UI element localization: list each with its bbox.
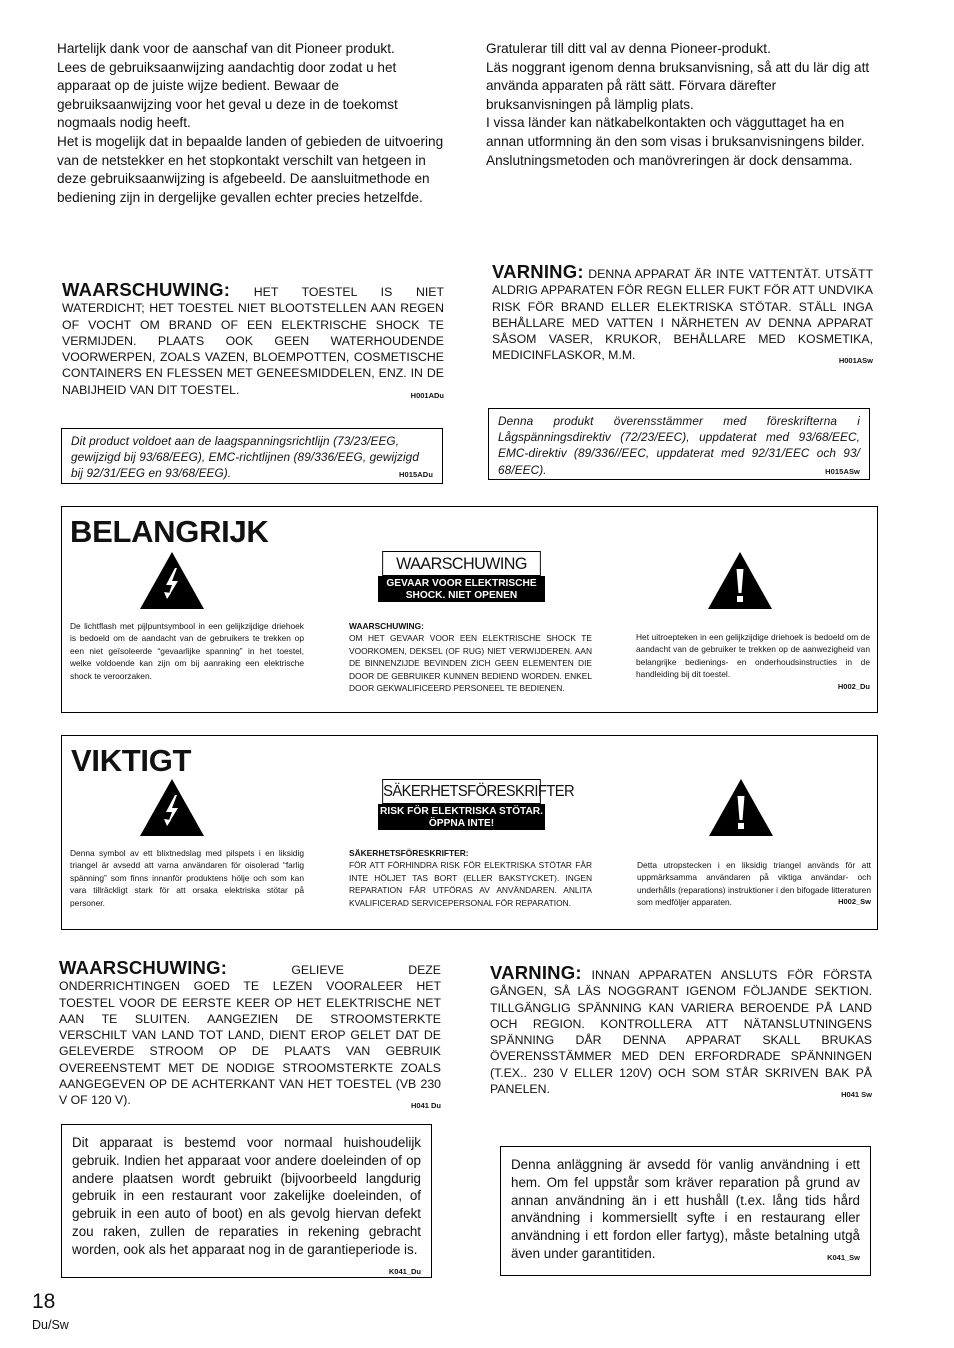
reference-code: H002_Du	[837, 681, 870, 691]
compliance-text: Denna produkt överensstämmer med föreskrifterna i Lågspänningsdirektiv (72/23/EEC), uppdaterat med 93/68/EEC, EMC-direktiv (89/336//EEC, uppdaterat med 92/31/EEC och 93/ 68/EEC).	[498, 414, 860, 477]
warning-heading: WAARSCHUWING:	[62, 279, 231, 300]
shock-warning-body: OM HET GEVAAR VOOR EEN ELEKTRISCHE SHOCK TE VOORKOMEN, DEKSEL (OF RUG) NIET VERWIJDEREN. AAN DE BINNENZIJDE BEVINDEN ZICH GEEN ELEMENTEN DIE DOOR DE GEBRUIKER KUNNEN BEDIEND WORDEN. ENKEL DOOR GEKWALIFICEERD PERSONEEL TE BEDIENEN.	[349, 633, 592, 694]
voltage-warning-dutch	[59, 957, 441, 1115]
exclamation-triangle-icon	[708, 552, 772, 609]
reference-code: K041_Du	[388, 1266, 421, 1276]
page-number: 18	[32, 1290, 56, 1313]
warning-text: GELIEVE DEZE ONDERRICHTINGEN GOED TE LEZEN VOORALEER HET TOESTEL VOOR DE EERSTE KEER OP HET ELEKTRISCHE NET AAN TE SLUITEN. AANGEZIEN DE STROOMSTERKTE VERSCHILT VAN LAND TOT LAND, DIENT EROP GELET DAT DE GELEVERDE STROOM OP DE PLAATS VAN GEBRUIK OVEREENSTEMT MET DE NODIGE STROOMSTERKTE ZOALS AANGEGEVEN OP DE ACHTERKANT VAN HET TOESTEL (VB 230 V OF 120 V).	[59, 963, 441, 1108]
intro-paragraph: Läs noggrant igenom denna bruksanvisning, så att du lär dig att använda apparaten på rätt sätt. Förvara därefter bruksanvisningen på lämplig plats.	[486, 59, 870, 112]
warning-text: INNAN APPARATEN ANSLUTS FÖR FÖRSTA GÅNGEN, SÅ LÄS NOGGRANT IGENOM FÖLJANDE SEKTION. TILLGÄNGLIG SPÄNNING KAN VARIERA BEROENDE PÅ LAND OCH REGION. KONTROLLERA ATT NÄTANSLUTNINGENS SPÄNNING DÅR DENNA APPARAT SKALL BRUKAS ÖVERENSSTÄMMER MED DEN ERFORDRADE SPÄNNINGEN (T.EX.. 230 V ELLER 120V) OCH SOM STÅR SKRIVEN BAK PÅ PANELEN.	[490, 968, 872, 1097]
shock-warning-heading: WAARSCHUWING:	[349, 621, 424, 631]
lightning-triangle-icon	[140, 779, 204, 836]
warning-label-caption: RISK FÖR ELEKTRISKA STÖTAR. ÖPPNA INTE!	[380, 806, 543, 829]
belangrijk-panel	[61, 506, 878, 713]
warning-heading: VARNING:	[490, 962, 582, 983]
panel-title: VIKTIGT	[71, 743, 192, 778]
reference-code: H015ADu	[398, 470, 433, 480]
intro-paragraph: Gratulerar till ditt val av denna Pioneer-produkt.	[486, 41, 771, 56]
reference-code: H041 Du	[410, 1101, 441, 1111]
intro-swedish	[486, 40, 874, 170]
intro-dutch	[57, 40, 445, 207]
intro-paragraph: Lees de gebruiksaanwijzing aandachtig door zodat u het apparaat op de juiste wijze bedient. Bewaar de gebruiksaanwijzing voor het geval u deze in de toekomst nogmaals nodig heeft.	[57, 59, 398, 131]
lightning-explanation: Denna symbol av ett blixtnedslag med pilspets i en liksidig triangel är avsedd att varna användaren för oisolerad “farlig spänning” som finns innanför produktens hölje och som kan vara tillräckligt stark för att orsaka elektriska stötar på personer.	[70, 848, 304, 908]
reference-code: H015ASw	[825, 466, 860, 476]
exclamation-triangle-icon	[709, 779, 773, 836]
reference-code: K041_Sw	[827, 1252, 860, 1262]
exclamation-explanation-text: Het uitroepteken in een gelijkzijdige driehoek is bedoeld om de aandacht van de gebruiker te trekken op de aanwezigheid van belangrijke bedienings- en onderhoudsinstructies in de handleiding bij dit toestel.	[636, 632, 870, 680]
warning-heading: WAARSCHUWING:	[59, 957, 228, 978]
viktigt-panel	[61, 735, 878, 930]
shock-warning-text	[349, 620, 592, 694]
notice-text: Denna anläggning är avsedd för vanlig användning i ett hem. Om fel uppstår som kräver reparation på grund av annan användning än i ett hushåll (t.ex. lång tids hård användning i kommersiellt syfte i en restaurang eller användning i ett fordon eller fartyg), måste betalning utgå även under garantitiden.	[511, 1157, 860, 1261]
warning-label	[378, 779, 575, 830]
warning-text: HET TOESTEL IS NIET WATERDICHT; HET TOESTEL NIET BLOOTSTELLEN AAN REGEN OF VOCHT OM BRAND OF EEN ELEKTRISCHE SHOCK TE VERMIJDEN. PLAATS OOK GEEN WATERHOUDENDE VOORWERPEN, ZOALS VAZEN, BLOEMPOTTEN, COSMETISCHE CONTAINERS EN FLESSEN MET GENEESMIDDELEN, ENZ. IN DE NABIJHEID VAN DIT TOESTEL.	[62, 285, 444, 397]
voltage-warning-swedish	[490, 962, 872, 1103]
intro-paragraph: Het is mogelijk dat in bepaalde landen of gebieden de uitvoering van de netstekker en het stopkontakt verschilt van hetgeen in deze gebruiksaanwijzing is afgebeeld. De aansluitmethode en bediening zijn in dergelijke gevallen echter precies hetzelfde.	[57, 133, 444, 205]
exclamation-explanation	[637, 859, 871, 909]
warning-label-caption: GEVAAR VOOR ELEKTRISCHE SHOCK. NIET OPENEN	[378, 576, 545, 602]
warning-label-title: WAARSCHUWING	[382, 551, 541, 576]
warning-heading: VARNING:	[492, 261, 584, 282]
water-warning-swedish	[492, 261, 873, 370]
intro-paragraph: I vissa länder kan nätkabelkontakten och vägguttaget ha en annan utformning än den som visas i bruksanvisningens bilder. Anslutningsmetoden och manövreringen är dock densamma.	[486, 115, 865, 168]
compliance-text: Dit product voldoet aan de laagspanningsrichtlijn (73/23/EEG, gewijzigd bij 93/68/EEG), EMC-richtlijnen (89/336/EEG, gewijzigd bij 92/31/EEG en 93/68/EEG).	[71, 434, 420, 481]
intro-paragraph: Hartelijk dank voor de aanschaf van dit Pioneer produkt.	[57, 41, 395, 56]
shock-warning-heading: SÄKERHETSFÖRESKRIFTER:	[349, 848, 469, 858]
shock-warning-body: FÖR ATT FÖRHINDRA RISK FÖR ELEKTRISKA STÖTAR FÅR INTE HÖLJET TAS BORT (ELLER BAKSTYCKET). INGEN REPARATION FÅR UTFÖRAS AV ANVÄNDAREN. ANLITA KVALIFICERAD SERVICEPERSONAL FÖR REPARATION.	[349, 860, 592, 908]
panel-title: BELANGRIJK	[70, 514, 269, 549]
reference-code: H002_Sw	[838, 897, 871, 907]
exclamation-explanation-text: Detta utropstecken i en liksidig triangel används för att uppmärksamma användaren på viktiga användar- och underhålls (reparations) instruktioner i den bifogade litteraturen som medföljer apparaten.	[637, 860, 871, 908]
warning-text: DENNA APPARAT ÄR INTE VATTENTÄT. UTSÄTT ALDRIG APPARATEN FÖR REGN ELLER FUKT FÖR ATT UNDVIKA RISK FÖR BRAND ELLER ELEKTRISKA STÖTAR. STÄLL INGA BEHÅLLARE MED VATTEN I NÄRHETEN AV DENNA APPARAT SÅSOM VASER, KRUKOR, BEHÅLLARE MED KOSMETIKA, MEDICINFLASKOR, M.M.	[492, 267, 873, 363]
shock-warning-text	[349, 847, 592, 909]
reference-code: H041 Sw	[841, 1090, 872, 1100]
warning-label-title: SÄKERHETSFÖRESKRIFTER	[382, 779, 541, 804]
lightning-explanation: De lichtflash met pijlpuntsymbool in een gelijkzijdige driehoek is bedoeld om de aandacht van de gebruikers te trekken op een niet geïsoleerde “gevaarlijke spanning” in het toestel, welke voldoende kan zijn om bij aanraking een elektrische shock te veroorzaken.	[70, 621, 304, 681]
compliance-box-swedish	[488, 408, 870, 480]
exclamation-explanation	[636, 631, 870, 693]
notice-text: Dit apparaat is bestemd voor normaal huishoudelijk gebruik. Indien het apparaat voor andere doeleinden of op andere plaatsen wordt gebruikt (bijvoorbeeld langdurig gebruik in een restaurant voor zakelijke doeleinden, of gebruik in een auto of boot) en als gevolg hiervan defekt zou raken, zullen de reparaties in rekening gebracht worden, ook als het apparaat nog in de garantieperiode is.	[72, 1135, 421, 1257]
household-notice-dutch	[61, 1124, 432, 1278]
reference-code: H001ADu	[410, 390, 444, 400]
reference-code: H001ASw	[838, 356, 873, 366]
water-warning-dutch	[62, 279, 444, 404]
lightning-triangle-icon	[140, 552, 204, 609]
compliance-box-dutch	[61, 428, 443, 484]
language-label: Du/Sw	[32, 1318, 69, 1332]
warning-label	[378, 551, 545, 602]
household-notice-swedish	[500, 1146, 871, 1276]
